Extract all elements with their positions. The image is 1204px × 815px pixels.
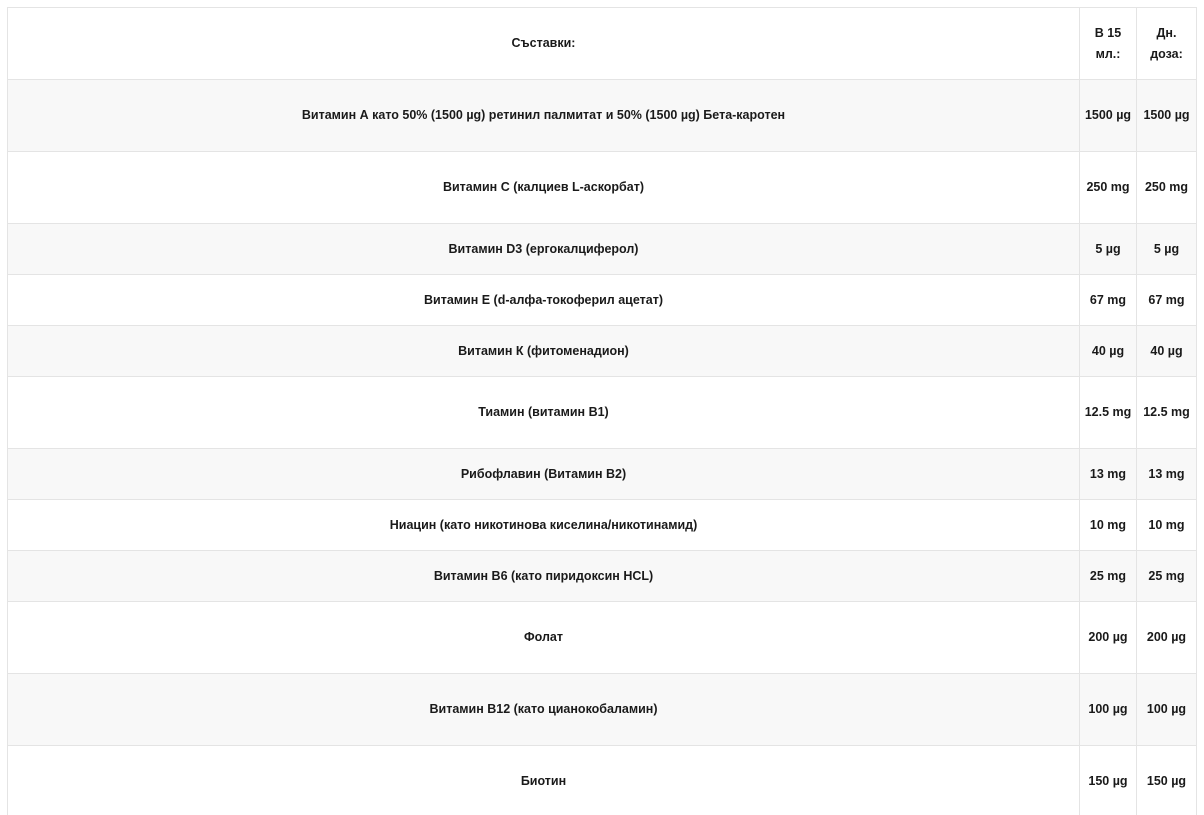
amount-daily-dose: 25 mg [1137,551,1197,602]
table-row [8,551,1197,602]
ingredient-name: Витамин А като 50% (1500 µg) ретинил палмитат и 50% (1500 µg) Бета-каротен [8,80,1080,152]
amount-per-15ml: 150 µg [1080,746,1137,815]
header-per-15ml: В 15 мл.: [1080,8,1137,80]
table-row [8,275,1197,326]
ingredient-name: Витамин Е (d-алфа-токоферил ацетат) [8,275,1080,326]
amount-daily-dose: 150 µg [1137,746,1197,815]
amount-daily-dose: 10 mg [1137,500,1197,551]
table-row [8,449,1197,500]
table-row [8,80,1197,152]
amount-per-15ml: 13 mg [1080,449,1137,500]
table-row [8,674,1197,746]
table-row [8,500,1197,551]
amount-per-15ml: 200 µg [1080,602,1137,674]
amount-daily-dose: 1500 µg [1137,80,1197,152]
header-ingredients: Съставки: [8,8,1080,80]
table-row [8,377,1197,449]
table-header-row [8,8,1197,80]
ingredient-name: Биотин [8,746,1080,815]
amount-daily-dose: 12.5 mg [1137,377,1197,449]
amount-per-15ml: 40 µg [1080,326,1137,377]
ingredient-name: Рибофлавин (Витамин В2) [8,449,1080,500]
amount-daily-dose: 40 µg [1137,326,1197,377]
table-row [8,602,1197,674]
amount-per-15ml: 25 mg [1080,551,1137,602]
ingredient-name: Фолат [8,602,1080,674]
amount-per-15ml: 100 µg [1080,674,1137,746]
amount-per-15ml: 1500 µg [1080,80,1137,152]
amount-per-15ml: 5 µg [1080,224,1137,275]
ingredient-name: Витамин D3 (ергокалциферол) [8,224,1080,275]
ingredient-name: Витамин С (калциев L-аскорбат) [8,152,1080,224]
amount-per-15ml: 12.5 mg [1080,377,1137,449]
amount-daily-dose: 5 µg [1137,224,1197,275]
amount-daily-dose: 250 mg [1137,152,1197,224]
ingredients-table [7,7,1197,815]
ingredient-name: Витамин В6 (като пиридоксин HCL) [8,551,1080,602]
amount-daily-dose: 100 µg [1137,674,1197,746]
amount-per-15ml: 10 mg [1080,500,1137,551]
amount-per-15ml: 250 mg [1080,152,1137,224]
amount-daily-dose: 67 mg [1137,275,1197,326]
table-row [8,224,1197,275]
table-row [8,326,1197,377]
ingredient-name: Витамин В12 (като цианокобаламин) [8,674,1080,746]
table-row [8,152,1197,224]
amount-daily-dose: 13 mg [1137,449,1197,500]
amount-per-15ml: 67 mg [1080,275,1137,326]
amount-daily-dose: 200 µg [1137,602,1197,674]
ingredient-name: Витамин К (фитоменадион) [8,326,1080,377]
header-daily-dose: Дн. доза: [1137,8,1197,80]
ingredient-name: Ниацин (като никотинова киселина/никотинамид) [8,500,1080,551]
ingredient-name: Тиамин (витамин В1) [8,377,1080,449]
table-row [8,746,1197,815]
